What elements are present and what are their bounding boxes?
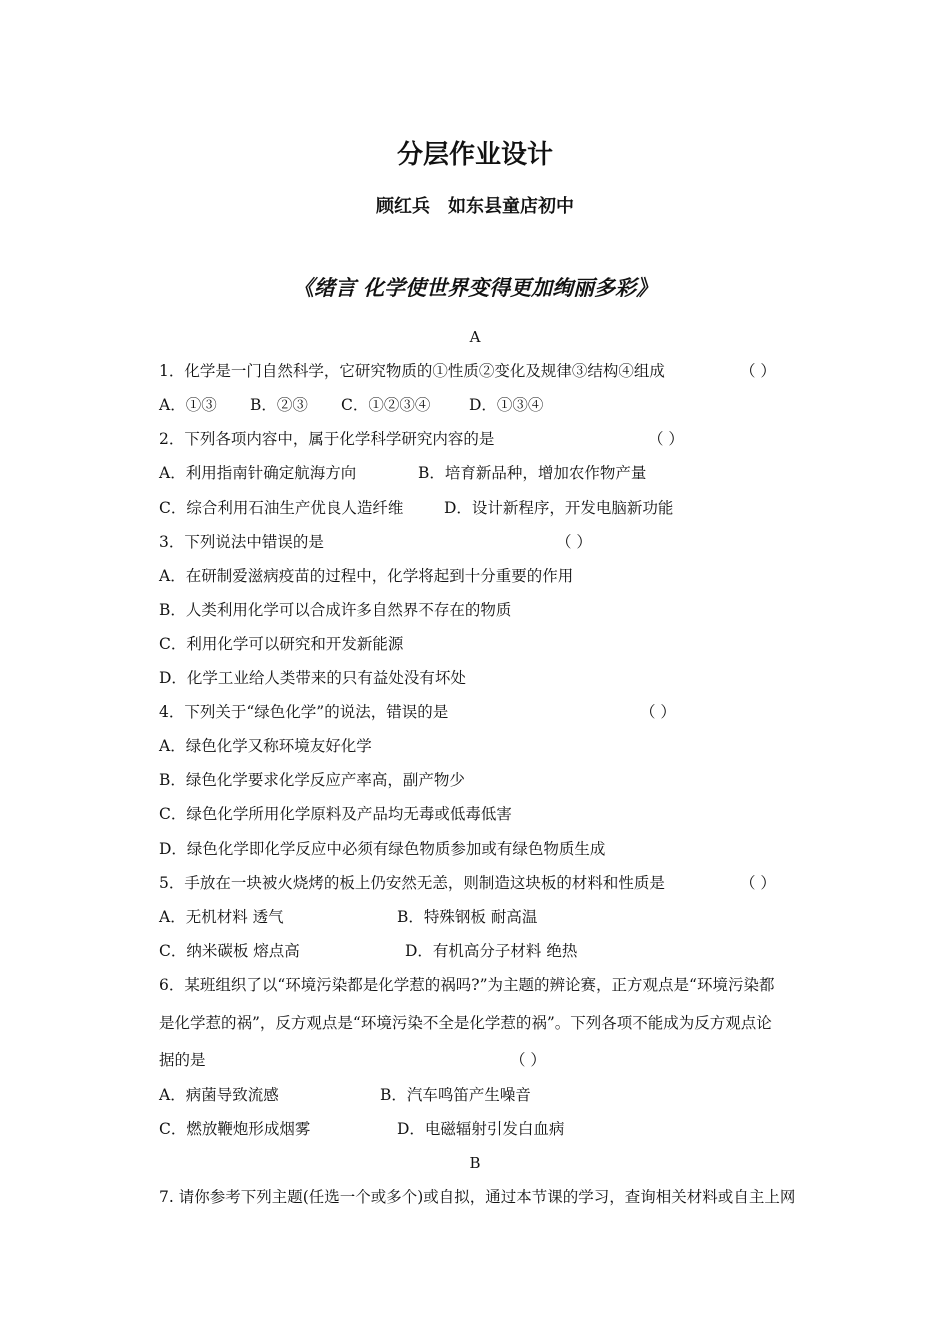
section-a-label: A [469, 328, 481, 346]
question-2-bracket: （ ） [648, 430, 684, 448]
question-6-stem-line-3: 据的是 [159, 1051, 206, 1069]
q5-option-c: C．纳米碳板 熔点高 [159, 942, 300, 960]
q4-option-b: B．绿色化学要求化学反应产率高，副产物少 [159, 771, 465, 789]
q6-option-b: B．汽车鸣笛产生噪音 [380, 1086, 531, 1104]
question-2-stem: 2．下列各项内容中，属于化学科学研究内容的是 [159, 430, 495, 448]
question-3-stem: 3．下列说法中错误的是 [159, 533, 324, 551]
q2-option-b: B．培育新品种，增加农作物产量 [418, 464, 647, 482]
question-1-stem: 1．化学是一门自然科学，它研究物质的①性质②变化及规律③结构④组成 [159, 362, 665, 380]
q3-option-c: C．利用化学可以研究和开发新能源 [159, 635, 404, 653]
q5-option-a: A．无机材料 透气 [159, 908, 284, 926]
q4-option-d: D．绿色化学即化学反应中必须有绿色物质参加或有绿色物质生成 [159, 840, 606, 858]
q4-option-c: C．绿色化学所用化学原料及产品均无毒或低毒低害 [159, 805, 512, 823]
q4-option-a: A．绿色化学又称环境友好化学 [159, 737, 372, 755]
lesson-title: 《绪言 化学使世界变得更加绚丽多彩》 [292, 276, 658, 300]
q6-option-d: D．电磁辐射引发白血病 [397, 1120, 565, 1138]
question-1-bracket: （ ） [740, 362, 776, 380]
q2-option-d: D．设计新程序，开发电脑新功能 [444, 499, 674, 517]
section-b-label: B [469, 1154, 481, 1172]
q3-option-a: A．在研制爱滋病疫苗的过程中，化学将起到十分重要的作用 [159, 567, 574, 585]
question-6-bracket: （ ） [510, 1051, 546, 1069]
q3-option-d: D．化学工业给人类带来的只有益处没有坏处 [159, 669, 466, 687]
question-7-stem-line-1: 7. 请你参考下列主题(任选一个或多个)或自拟，通过本节课的学习，查询相关材料或自主上网 [159, 1188, 796, 1206]
question-3-bracket: （ ） [556, 533, 592, 551]
question-5-stem: 5．手放在一块被火烧烤的板上仍安然无恙，则制造这块板的材料和性质是 [159, 874, 665, 892]
q2-option-a: A．利用指南针确定航海方向 [159, 464, 357, 482]
q6-option-c: C．燃放鞭炮形成烟雾 [159, 1120, 311, 1138]
question-4-stem: 4．下列关于“绿色化学”的说法，错误的是 [159, 703, 449, 721]
q3-option-b: B．人类利用化学可以合成许多自然界不存在的物质 [159, 601, 512, 619]
document-title: 分层作业设计 [396, 140, 553, 170]
q2-option-c: C．综合利用石油生产优良人造纤维 [159, 499, 404, 517]
q1-option-a: A．①③ [159, 396, 217, 414]
q5-option-d: D．有机高分子材料 绝热 [405, 942, 578, 960]
q1-option-c: C．①②③④ [341, 396, 431, 414]
q5-option-b: B．特殊钢板 耐高温 [397, 908, 538, 926]
question-6-stem-line-1: 6．某班组织了以“环境污染都是化学惹的祸吗?”为主题的辨论赛，正方观点是“环境污染都 [159, 976, 775, 994]
question-6-stem-line-2: 是化学惹的祸”，反方观点是“环境污染不全是化学惹的祸”。下列各项不能成为反方观点论 [159, 1014, 772, 1032]
author-line: 顾红兵 如东县童店初中 [376, 196, 574, 217]
q6-option-a: A．病菌导致流感 [159, 1086, 279, 1104]
question-5-bracket: （ ） [740, 874, 776, 892]
question-4-bracket: （ ） [640, 703, 676, 721]
q1-option-b: B．②③ [250, 396, 308, 414]
q1-option-d: D．①③④ [469, 396, 544, 414]
